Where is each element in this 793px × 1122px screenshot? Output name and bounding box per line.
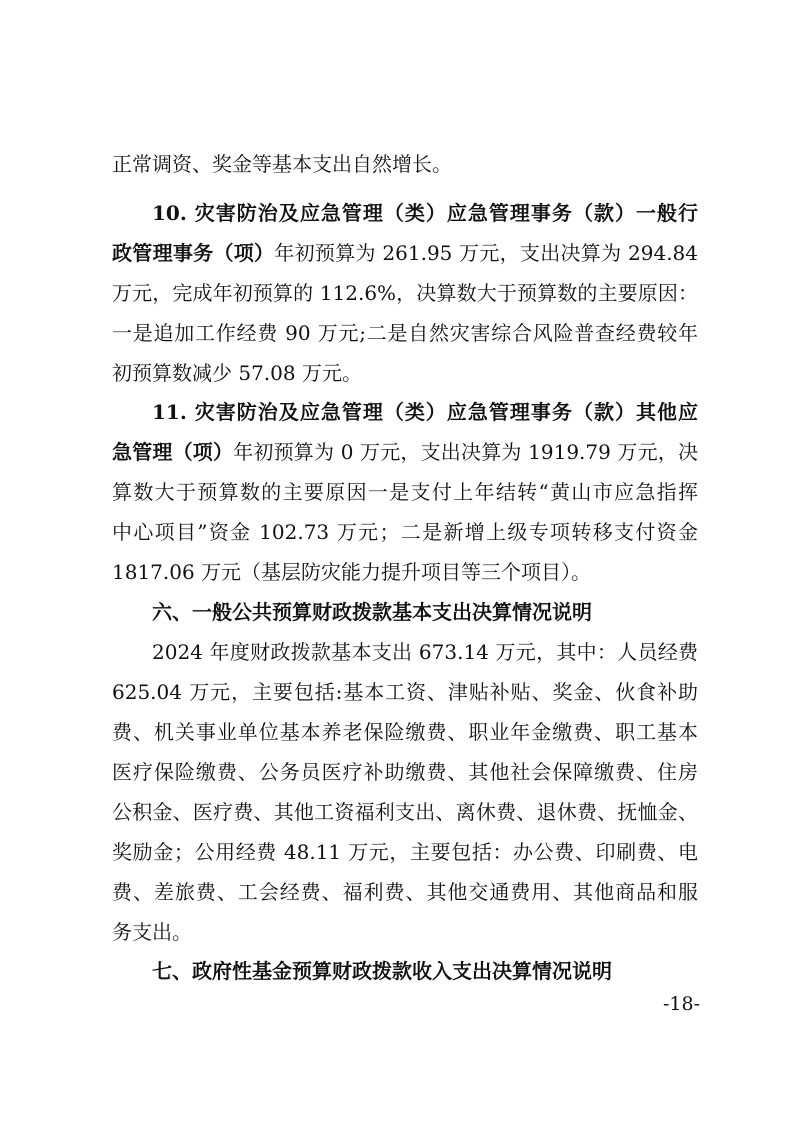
paragraph-line: 625.04 万元，主要包括:基本工资、津贴补贴、奖金、伙食补助 bbox=[112, 680, 698, 704]
paragraph-line: 费、差旅费、工会经费、福利费、其他交通费用、其他商品和服 bbox=[112, 880, 698, 904]
paragraph-line bbox=[112, 432, 698, 472]
section-7-heading: 七、政府性基金预算财政拨款收入支出决算情况说明 bbox=[152, 959, 612, 983]
paragraph-line: 2024 年度财政拨款基本支出 673.14 万元，其中：人员经费 bbox=[152, 640, 698, 664]
paragraph-line: 初预算数减少 57.08 万元。 bbox=[112, 361, 362, 385]
section-6-heading: 六、一般公共预算财政拨款基本支出决算情况说明 bbox=[152, 600, 592, 624]
paragraph-line: 公积金、医疗费、其他工资福利支出、离休费、退休费、抚恤金、 bbox=[112, 800, 698, 824]
paragraph-line: 正常调资、奖金等基本支出自然增长。 bbox=[112, 152, 452, 176]
paragraph-line bbox=[112, 233, 698, 273]
paragraph-line: 1817.06 万元（基层防灾能力提升项目等三个项目）。 bbox=[112, 560, 592, 584]
paragraph-line: 奖励金；公用经费 48.11 万元，主要包括：办公费、印刷费、电 bbox=[112, 840, 698, 864]
item-11-text: 年初预算为 0 万元，支出决算为 1919.79 万元，决 bbox=[233, 440, 698, 464]
item-10-text: 年初预算为 261.95 万元，支出决算为 294.84 bbox=[274, 241, 698, 265]
paragraph-line: 一是追加工作经费 90 万元;二是自然灾害综合风险普查经费较年 bbox=[112, 321, 698, 345]
item-11-heading-end: 急管理（项） bbox=[112, 440, 234, 464]
item-11-heading: 11. 灾害防治及应急管理（类）应急管理事务（款）其他应 bbox=[152, 400, 698, 424]
paragraph-line: 算数大于预算数的主要原因一是支付上年结转“黄山市应急指挥 bbox=[112, 480, 698, 504]
paragraph-line: 医疗保险缴费、公务员医疗补助缴费、其他社会保障缴费、住房 bbox=[112, 760, 698, 784]
item-10-heading-end: 政管理事务（项） bbox=[112, 241, 275, 265]
item-10-heading: 10. 灾害防治及应急管理（类）应急管理事务（款）一般行 bbox=[152, 201, 698, 225]
page-number: -18- bbox=[662, 993, 700, 1015]
paragraph-line: 务支出。 bbox=[112, 920, 192, 944]
paragraph-line: 中心项目”资金 102.73 万元；二是新增上级专项转移支付资金 bbox=[112, 520, 698, 544]
paragraph-line: 费、机关事业单位基本养老保险缴费、职业年金缴费、职工基本 bbox=[112, 720, 698, 744]
paragraph-line: 万元，完成年初预算的 112.6%，决算数大于预算数的主要原因： bbox=[112, 281, 698, 305]
